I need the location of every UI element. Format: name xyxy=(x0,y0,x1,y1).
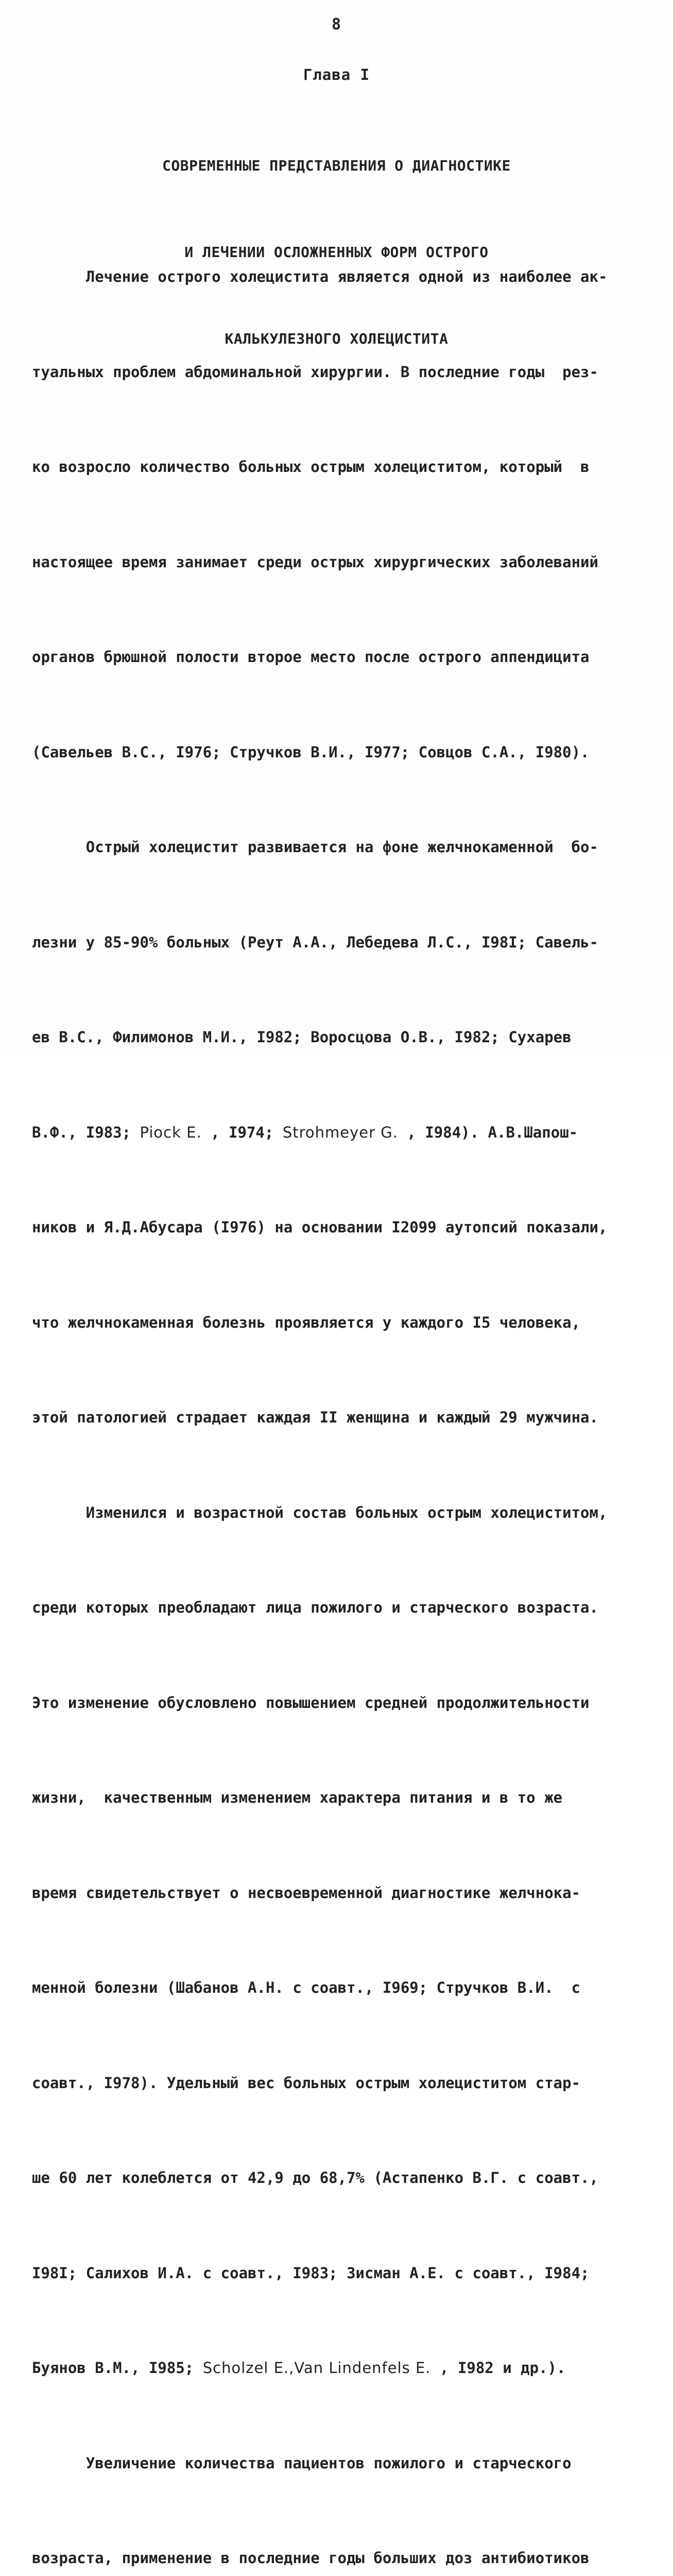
body-line-19: менной болезни (Шабанов А.Н. с соавт., I969; Стручков В.И. с xyxy=(32,1979,581,1996)
body-line-17: жизни, качественным изменением характера питания и в то же xyxy=(32,1789,563,1806)
page-number: 8 xyxy=(331,15,342,33)
body-line-10-part-a: В.Ф., I983; xyxy=(32,1123,140,1141)
body-line-10-part-c: , I984). А.В.Шапош- xyxy=(398,1123,578,1141)
handwritten-citation-piock: Piock E. xyxy=(140,1123,202,1141)
body-line-15: среди которых преобладают лица пожилого и старческого возраста. xyxy=(32,1599,598,1616)
body-text xyxy=(32,198,650,2576)
body-line-11: ников и Я.Д.Абусара (I976) на основании I2099 аутопсий показали, xyxy=(32,1218,608,1236)
chapter-title-line-1: СОВРЕМЕННЫЕ ПРЕДСТАВЛЕНИЯ О ДИАГНОСТИКЕ xyxy=(162,157,511,174)
body-line-25: возраста, применение в последние годы больших доз антибиотиков xyxy=(32,2549,590,2567)
body-line-9: ев В.С., Филимонов М.И., I982; Воросцова О.В., I982; Сухарев xyxy=(32,1028,572,1046)
body-line-20: соавт., I978). Удельный вес больных острым холециститом стар- xyxy=(32,2074,581,2092)
body-line-8: лезни у 85-90% больных (Реут А.А., Лебедева Л.С., I98I; Савель- xyxy=(32,933,598,951)
body-line-4: настоящее время занимает среди острых хирургических заболеваний xyxy=(32,553,598,571)
handwritten-citation-strohmeyer: Strohmeyer G. xyxy=(282,1123,398,1141)
handwritten-citation-scholzel: Scholzel E.,Van Lindenfels E. xyxy=(202,2359,431,2377)
body-line-10 xyxy=(32,1117,650,1149)
chapter-title-line-2: И ЛЕЧЕНИИ ОСЛОЖНЕННЫХ ФОРМ ОСТРОГО xyxy=(184,244,489,261)
body-line-1: Лечение острого холецистита является одной из наиболее ак- xyxy=(32,268,608,285)
body-line-7: Острый холецистит развивается на фоне желчнокаменной бо- xyxy=(32,838,598,856)
body-line-12: что желчнокаменная болезнь проявляется у каждого I5 человека, xyxy=(32,1313,581,1331)
body-line-24: Увеличение количества пациентов пожилого и старческого xyxy=(32,2454,572,2472)
body-line-13: этой патологией страдает каждая II женщина и каждый 29 мужчина. xyxy=(32,1409,598,1426)
body-line-23-part-b: , I982 и др.). xyxy=(430,2359,566,2377)
body-line-5: органов брюшной полости второе место после острого аппендицита xyxy=(32,648,590,666)
body-line-16: Это изменение обусловлено повышением средней продолжительности xyxy=(32,1693,590,1711)
chapter-label: Глава I xyxy=(303,66,370,83)
body-line-3: ко возросло количество больных острым холециститом, который в xyxy=(32,458,590,476)
body-line-22: I98I; Салихов И.А. с соавт., I983; Зисман А.Е. с соавт., I984; xyxy=(32,2264,590,2282)
body-line-2: туальных проблем абдоминальной хирургии. В последние годы рез- xyxy=(32,363,598,381)
body-line-23 xyxy=(32,2352,650,2384)
body-line-6: (Савельев В.С., I976; Стручков В.И., I977; Совцов С.А., I980). xyxy=(32,743,590,761)
body-line-23-part-a: Буянов В.М., I985; xyxy=(32,2359,203,2377)
body-line-18: время свидетельствует о несвоевременной диагностике желчнока- xyxy=(32,1884,581,1902)
chapter-title-line-3: КАЛЬКУЛЕЗНОГО ХОЛЕЦИСТИТА xyxy=(225,330,448,347)
body-line-21: ше 60 лет колеблется от 42,9 до 68,7% (Астапенко В.Г. с соавт., xyxy=(32,2169,598,2187)
body-line-10-part-b: , I974; xyxy=(201,1123,283,1141)
body-line-14: Изменился и возрастной состав больных острым холециститом, xyxy=(32,1503,608,1521)
